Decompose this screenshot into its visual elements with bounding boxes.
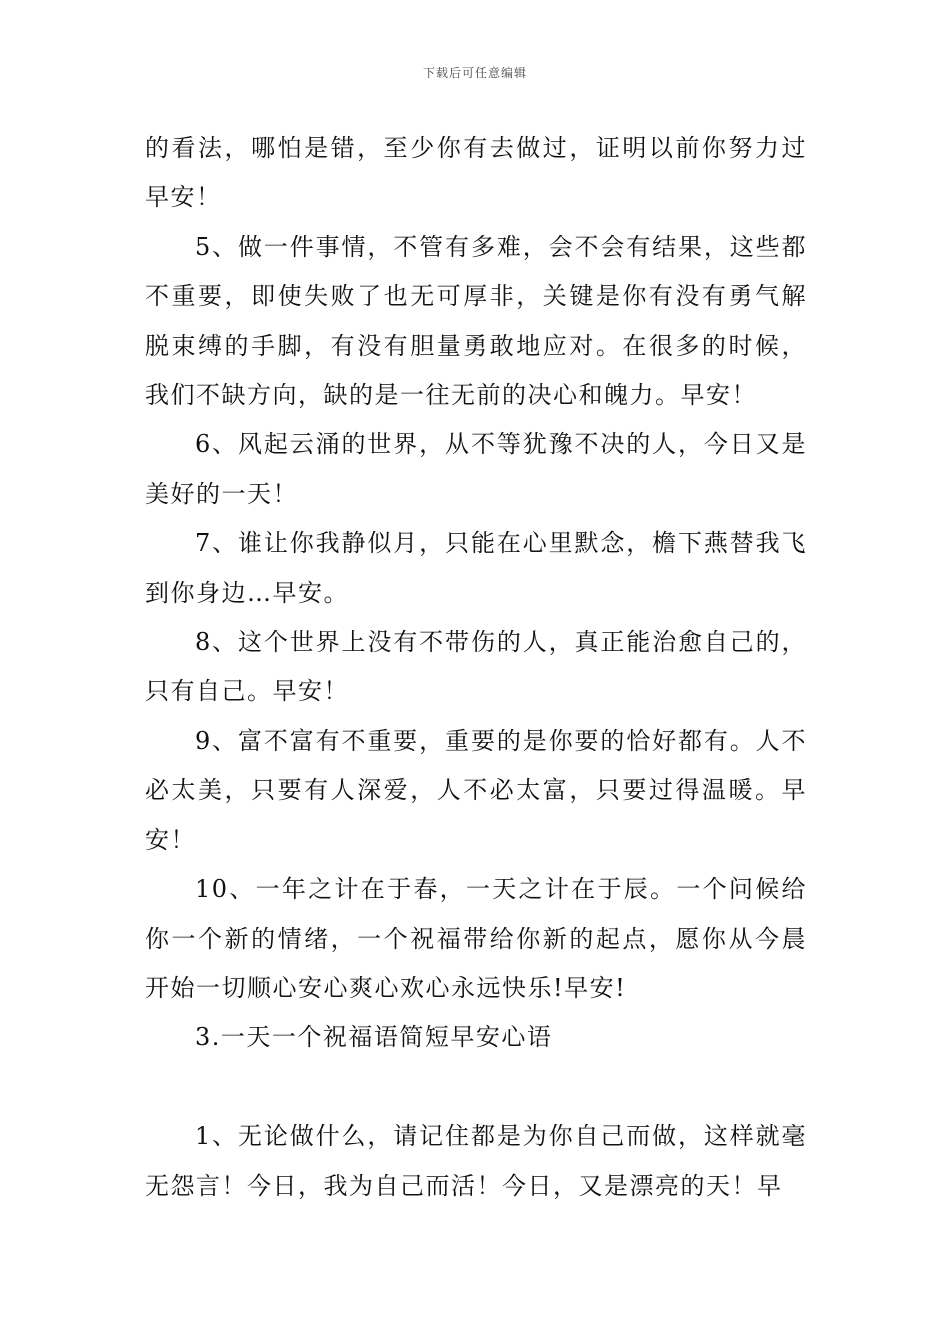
paragraph-item-10: 10、一年之计在于春，一天之计在于辰。一个问候给你一个新的情绪，一个祝福带给你新的起点，愿你从今晨开始一切顺心安心爽心欢心永远快乐!早安! bbox=[145, 875, 807, 1002]
section-heading: 3.一天一个祝福语简短早安心语 bbox=[195, 1023, 553, 1052]
paragraph-continuation: 的看法，哪怕是错，至少你有去做过，证明以前你努力过早安！ bbox=[145, 134, 807, 212]
section-spacer bbox=[145, 1063, 807, 1112]
paragraph-item-7: 7、谁让你我静似月，只能在心里默念，檐下燕替我飞到你身边…早安。 bbox=[145, 529, 807, 607]
paragraph-item-5: 5、做一件事情，不管有多难，会不会有结果，这些都不重要，即使失败了也无可厚非，关键是你有没有勇气解脱束缚的手脚，有没有胆量勇敢地应对。在很多的时候，我们不缺方向，缺的是一往无前的决心和魄力。早安！ bbox=[145, 232, 807, 410]
section-paragraph-item-1: 1、无论做什么，请记住都是为你自己而做，这样就毫无怨言！今日，我为自己而活！今日，又是漂亮的天！早 bbox=[145, 1122, 807, 1200]
paragraph-item-6: 6、风起云涌的世界，从不等犹豫不决的人，今日又是美好的一天！ bbox=[145, 430, 807, 508]
page-header: 下载后可任意编辑 bbox=[422, 66, 527, 80]
paragraph-item-9: 9、富不富有不重要，重要的是你要的恰好都有。人不必太美，只要有人深爱，人不必太富，只要过得温暖。早安！ bbox=[145, 726, 807, 854]
paragraph-item-8: 8、这个世界上没有不带伤的人，真正能治愈自己的，只有自己。早安！ bbox=[145, 628, 807, 706]
document-body bbox=[145, 124, 807, 1211]
